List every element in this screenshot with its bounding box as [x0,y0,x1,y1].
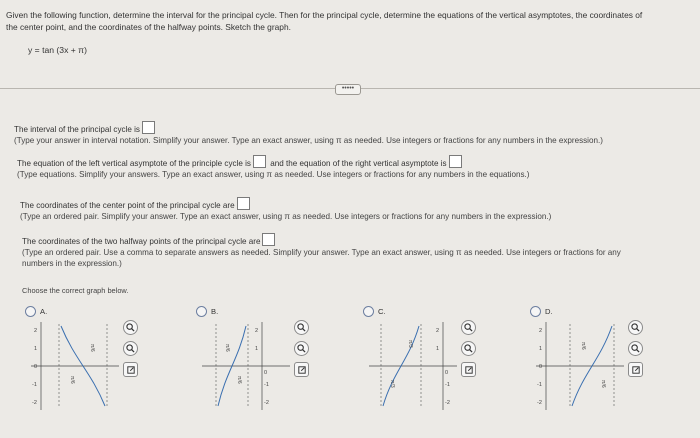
y-tick-label: -2 [32,400,37,406]
center-part [20,197,551,222]
zoom-in-icon[interactable] [123,320,138,335]
y-tick-label: 1 [539,346,543,352]
zoom-in-icon[interactable] [461,320,476,335]
y-tick-label: 0 [445,370,449,376]
interval-part [14,121,603,146]
zoom-out-icon[interactable] [294,341,309,356]
y-tick-label: 1 [34,346,38,352]
halfway-answer-box[interactable] [262,233,275,246]
zoom-out-icon[interactable] [461,341,476,356]
option-c-tools [461,320,477,383]
y-tick-label: -2 [445,400,450,406]
expand-icon[interactable] [294,362,309,377]
option-b[interactable] [196,306,269,406]
x-tick-label: π/6 [600,380,606,388]
interval-answer-box[interactable] [142,121,155,134]
center-prompt: The coordinates of the center point of the principal cycle are [20,201,235,210]
option-d-label: D. [545,307,553,316]
option-d-tools [628,320,644,383]
asymptotes-hint: (Type equations. Simplify your answers. Type an exact answer, using π as needed. Use integers or fractions for any numbers in the equations.) [17,170,530,179]
x-tick-label: π/3 [389,380,395,388]
left-asymptote-prompt: The equation of the left vertical asymptote of the principle cycle is [17,159,251,168]
option-c[interactable] [363,306,450,406]
question-text [6,10,700,57]
option-c-graph [369,320,459,412]
y-tick-label: -1 [264,382,269,388]
asymptotes-part [17,155,529,180]
interval-prompt: The interval of the principal cycle is [14,125,140,134]
y-tick-label: -1 [445,382,450,388]
option-c-radio[interactable] [363,306,374,317]
x-tick-label: π/6 [224,344,230,352]
expand-icon[interactable] [461,362,476,377]
option-a-graph [31,320,121,412]
zoom-out-icon[interactable] [628,341,643,356]
halfway-hint-1: (Type an ordered pair. Use a comma to separate answers as needed. Simplify your answer. Type an exact answer, using π as needed. Use integers or fractions for any [22,248,621,257]
interval-hint: (Type your answer in interval notation. Simplify your answer. Type an exact answer, using π as needed. Use integers or fractions for any numbers in the expression.) [14,136,603,145]
expand-icon[interactable] [123,362,138,377]
option-a-tools [123,320,139,383]
function-equation: y = tan (3x + π) [28,45,87,55]
option-d[interactable] [530,306,606,406]
x-tick-label: π/3 [407,340,413,348]
y-tick-label: 2 [539,328,543,334]
x-tick-label: π/6 [236,376,242,384]
option-a[interactable] [25,306,95,406]
right-asymptote-answer-box[interactable] [449,155,462,168]
y-tick-label: 2 [34,328,38,334]
y-tick-label: -2 [537,400,542,406]
zoom-out-icon[interactable] [123,341,138,356]
question-line-2: the center point, and the coordinates of the halfway points. Sketch the graph. [6,21,291,32]
y-tick-label: 1 [436,346,440,352]
y-tick-label: -1 [537,382,542,388]
option-d-graph [536,320,626,412]
option-b-tools [294,320,310,383]
center-hint: (Type an ordered pair. Simplify your answer. Type an exact answer, using π as needed. Use integers or fractions for any numbers in the expression.) [20,212,552,221]
y-tick-label: 0 [539,364,543,370]
option-b-label: B. [211,307,219,316]
y-tick-label: -1 [32,382,37,388]
y-tick-label: 0 [264,370,268,376]
y-tick-label: 2 [436,328,440,334]
option-a-label: A. [40,307,48,316]
halfway-hint-2: numbers in the expression.) [22,259,122,268]
choose-graph-label: Choose the correct graph below. [22,286,129,295]
y-tick-label: 0 [34,364,38,370]
center-answer-box[interactable] [237,197,250,210]
zoom-in-icon[interactable] [628,320,643,335]
x-tick-label: π/6 [69,376,75,384]
halfway-prompt: The coordinates of the two halfway points of the principal cycle are [22,237,261,246]
option-b-radio[interactable] [196,306,207,317]
y-tick-label: 1 [255,346,259,352]
x-tick-label: π/6 [89,344,95,352]
left-asymptote-answer-box[interactable] [253,155,266,168]
y-tick-label: 2 [255,328,259,334]
option-b-graph [202,320,292,412]
option-d-radio[interactable] [530,306,541,317]
zoom-in-icon[interactable] [294,320,309,335]
option-c-label: C. [378,307,386,316]
y-tick-label: -2 [264,400,269,406]
x-tick-label: π/6 [580,342,586,350]
expand-more-button[interactable]: ••••• [335,84,361,95]
expand-icon[interactable] [628,362,643,377]
question-line-1: Given the following function, determine the interval for the principal cycle. Then for the principal cycle, determine the equations of the vertical asymptotes, the coordinates of [6,10,643,20]
halfway-part [22,233,621,269]
option-a-radio[interactable] [25,306,36,317]
right-asymptote-prompt: and the equation of the right vertical asymptote is [270,159,447,168]
